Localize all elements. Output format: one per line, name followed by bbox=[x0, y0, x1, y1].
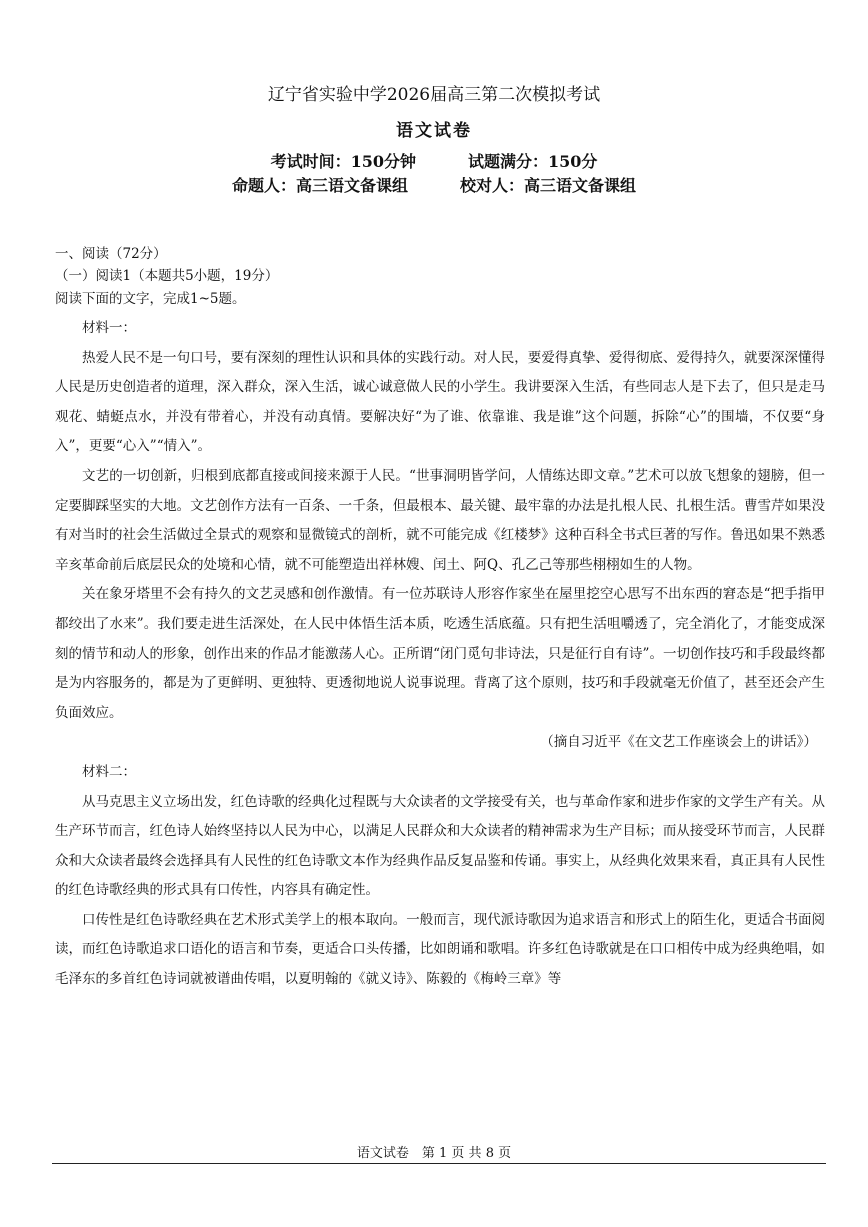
material2-paragraph-2: 口传性是红色诗歌经典在艺术形式美学上的根本取向。一般而言，现代派诗歌因为追求语言和形式上的陌生化，更适合书面阅读，而红色诗歌追求口语化的语言和节奏，更适合口头传播，比如朗诵和歌唱。许多红色诗歌就是在口口相传中成为经典绝唱，如毛泽东的多首红色诗词就被谱曲传唱，以夏明翰的《就义诗》、陈毅的《梅岭三章》等 bbox=[55, 911, 825, 988]
setter: 命题人：高三语文备课组 bbox=[231, 176, 408, 195]
exam-time: 考试时间：150分钟 bbox=[270, 152, 416, 171]
exam-title: 辽宁省实验中学2026届高三第二次模拟考试 bbox=[267, 85, 601, 105]
full-score: 试题满分：150分 bbox=[468, 152, 598, 171]
checker: 校对人：高三语文备课组 bbox=[460, 176, 637, 195]
material1-paragraph-2: 文艺的一切创新，归根到底都直接或间接来源于人民。“世事洞明皆学问，人情练达即文章。”艺术可以放飞想象的翅膀，但一定要脚踩坚实的大地。文艺创作方法有一百条、一千条，但最根本、最关键、最牢靠的办法是扎根人民、扎根生活。曹雪芹如果没有对当时的社会生活做过全景式的观察和显微镜式的剖析，就不可能完成《红楼梦》这种百科全书式巨著的写作。鲁迅如果不熟悉辛亥革命前后底层民众的处境和心情，就不可能塑造出祥林嫂、闰土、阿Q、孔乙己等那些栩栩如生的人物。 bbox=[55, 467, 825, 573]
material2-label: 材料二： bbox=[82, 763, 136, 780]
exam-meta-row bbox=[0, 149, 868, 172]
material1-source: （摘自习近平《在文艺工作座谈会上的讲话》） bbox=[540, 734, 817, 751]
sub-heading: （一）阅读1（本题共5小题，19分） bbox=[55, 268, 279, 284]
part-heading: 一、阅读（72分） bbox=[55, 246, 167, 262]
material1-paragraph-1: 热爱人民不是一句口号，要有深刻的理性认识和具体的实践行动。对人民，要爱得真挚、爱得彻底、爱得持久，就要深深懂得人民是历史创造者的道理，深入群众，深入生活，诚心诚意做人民的小学生。我讲要深入生活，有些同志人是下去了，但只是走马观花、蜻蜓点水，并没有带着心，并没有动真情。要解决好“为了谁、依靠谁、我是谁”这个问题，拆除“心”的围墙，不仅要“身入”，更要“心入”“情入”。 bbox=[55, 349, 825, 455]
page-footer: 语文试卷 第 1 页 共 8 页 bbox=[356, 1146, 512, 1161]
instruction: 阅读下面的文字，完成1~5题。 bbox=[55, 291, 246, 307]
author-row bbox=[0, 173, 868, 196]
subject-title: 语文试卷 bbox=[396, 121, 472, 141]
footer-divider bbox=[52, 1163, 826, 1164]
reading-material bbox=[55, 314, 825, 995]
material2-paragraph-1: 从马克思主义立场出发，红色诗歌的经典化过程既与大众读者的文学接受有关，也与革命作家和进步作家的文学生产有关。从生产环节而言，红色诗人始终坚持以人民为中心，以满足人民群众和大众读者的精神需求为生产目标；而从接受环节而言，人民群众和大众读者最终会选择具有人民性的红色诗歌文本作为经典作品反复品鉴和传诵。事实上，从经典化效果来看，真正具有人民性的红色诗歌经典的形式具有口传性，内容具有确定性。 bbox=[55, 793, 825, 899]
material1-label: 材料一： bbox=[82, 320, 136, 336]
material1-paragraph-3: 关在象牙塔里不会有持久的文艺灵感和创作激情。有一位苏联诗人形容作家坐在屋里挖空心思写不出东西的窘态是“把手指甲都绞出了水来”。我们要走进生活深处，在人民中体悟生活本质，吃透生活底蕴。只有把生活咀嚼透了，完全消化了，才能变成深刻的情节和动人的形象，创作出来的作品才能激荡人心。正所谓“闭门觅句非诗法，只是征行自有诗”。一切创作技巧和手段最终都是为内容服务的，都是为了更鲜明、更独特、更透彻地说人说事说理。背离了这个原则，技巧和手段就毫无价值了，甚至还会产生负面效应。 bbox=[55, 586, 825, 721]
